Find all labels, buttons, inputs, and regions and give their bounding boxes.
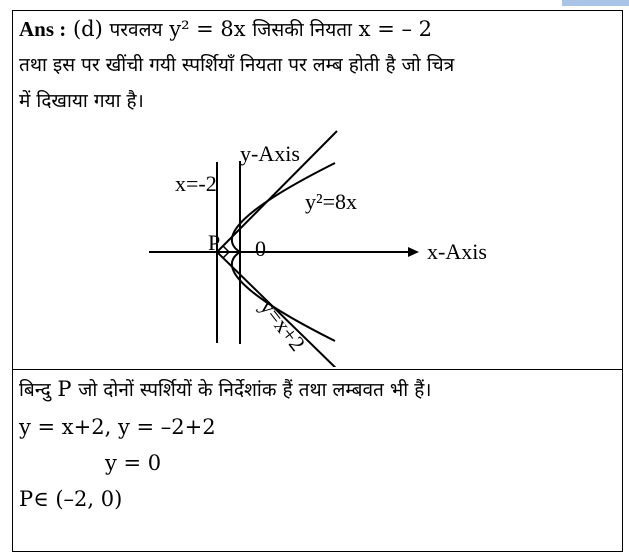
point-name: P [57, 377, 72, 401]
hindi-text: परवलय [109, 19, 163, 41]
corner-accent [562, 0, 629, 6]
explanation-line: तथा इस पर खींची गयी स्पर्शियाँ नियता पर लम्ब होती है जो चित्र [19, 54, 455, 76]
hindi-text: जिसकी नियता [252, 19, 352, 41]
directrix-label: x=-2 [175, 171, 217, 196]
directrix-equation: x = – 2 [358, 17, 432, 41]
result-line: P∈ (–2, 0) [19, 487, 123, 511]
y-axis-label: y-Axis [240, 141, 300, 166]
option-label: (d) [72, 17, 103, 41]
x-axis-label: x-Axis [427, 239, 487, 264]
ans-label: Ans : [19, 17, 67, 41]
equation-line: y = 0 [105, 451, 162, 475]
section-divider [13, 369, 622, 370]
origin-label: 0 [255, 236, 266, 261]
parabola-equation: y² = 8x [169, 17, 246, 41]
answer-header-line [19, 15, 432, 44]
hindi-text: जो दोनों स्पर्शियों के निर्देशांक हैं तथा लम्बवत भी हैं। [78, 379, 432, 401]
hindi-text: बिन्दु [19, 379, 51, 401]
explanation-line: में दिखाया गया है। [19, 90, 144, 112]
x-axis-arrow [408, 247, 419, 257]
tangent-label: y=x+2 [255, 294, 311, 356]
parabola-diagram [143, 119, 503, 367]
equation-line: y = x+2, y = –2+2 [19, 415, 216, 439]
point-label: P [208, 230, 221, 255]
answer-box [12, 10, 623, 552]
parabola-label: y²=8x [305, 189, 358, 214]
solution-line [19, 375, 432, 404]
